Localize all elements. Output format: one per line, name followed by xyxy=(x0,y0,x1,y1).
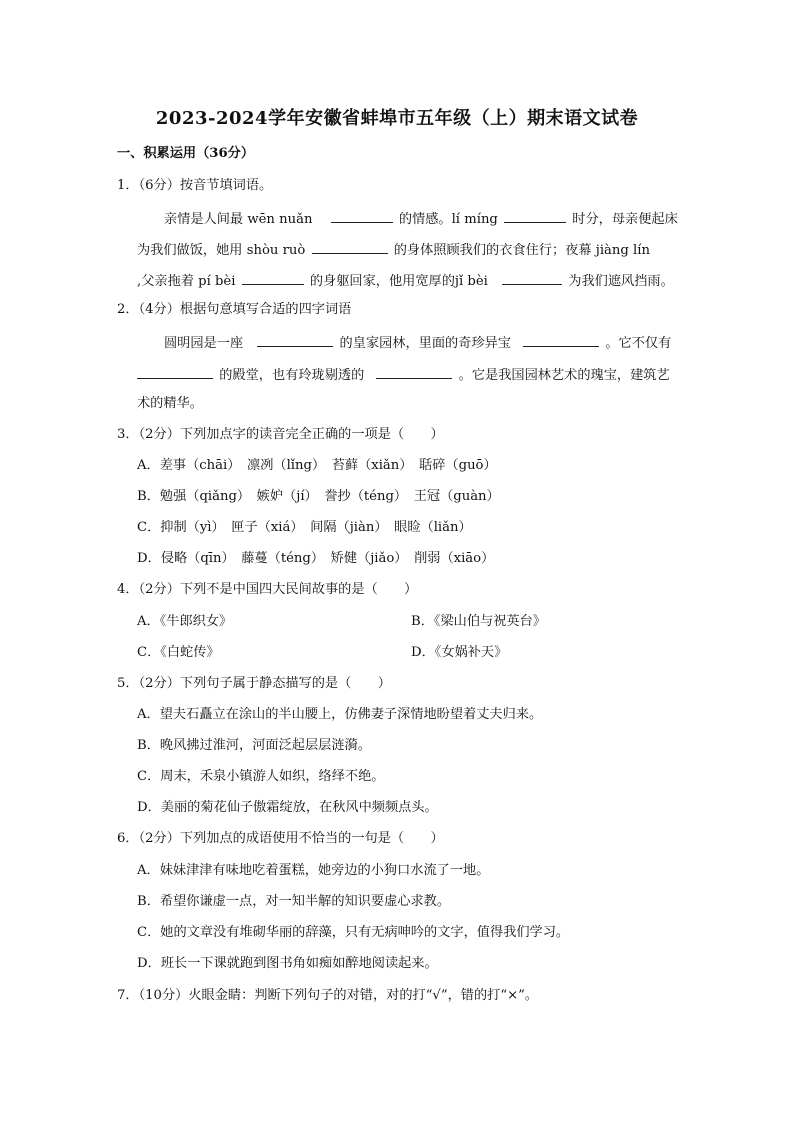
q2-text: 圆明园是一座 xyxy=(164,336,244,351)
question-4-option-b[interactable]: B．《梁山伯与祝英台》 xyxy=(411,614,546,629)
question-2-heading: 2．（4分）根据句意填写合适的四字词语 xyxy=(117,302,352,317)
question-1-heading: 1．（6分）按音节填词语。 xyxy=(117,178,273,193)
q1-text: 时分，母亲便起床 xyxy=(572,212,678,227)
question-4-option-d[interactable]: D．《女娲补天》 xyxy=(411,645,508,660)
question-3-option-a[interactable]: A．差事（chāi） 凛冽（lǐng） 苔藓（xiǎn） 聒碎（guō） xyxy=(137,458,497,473)
question-5-option-b[interactable]: B．晚风拂过淮河，河面泛起层层涟漪。 xyxy=(137,738,371,753)
question-5-option-d[interactable]: D．美丽的菊花仙子傲霜绽放，在秋风中频频点头。 xyxy=(137,800,438,815)
question-1-line-1 xyxy=(164,207,678,230)
question-6-heading: 6．（2分）下列加点的成语使用不恰当的一句是（ ） xyxy=(117,831,444,846)
q1-blank-3[interactable] xyxy=(312,238,388,254)
question-6-option-d[interactable]: D．班长一下课就跑到图书角如痴如醉地阅读起来。 xyxy=(137,956,438,971)
q1-blank-5[interactable] xyxy=(502,269,562,285)
q1-text: 亲情是人间最 wēn nuǎn xyxy=(164,212,313,227)
question-2-line-1 xyxy=(164,331,671,354)
question-2-line-2 xyxy=(137,363,670,386)
question-3-option-c[interactable]: C．抑制（yì） 匣子（xiá） 间隔（jiàn） 眼睑（liǎn） xyxy=(137,520,472,535)
question-6-option-b[interactable]: B．希望你谦虚一点，对一知半解的知识要虚心求教。 xyxy=(137,894,451,909)
q1-text: 为我们做饭，她用 shòu ruò xyxy=(137,243,306,258)
q2-text: 的殿堂，也有玲珑剔透的 xyxy=(219,368,365,383)
question-4-option-c[interactable]: C．《白蛇传》 xyxy=(137,645,220,660)
question-6-option-a[interactable]: A．妹妹津津有味地吃着蛋糕，她旁边的小狗口水流了一地。 xyxy=(137,863,490,878)
question-1-line-2 xyxy=(137,238,650,261)
q1-blank-4[interactable] xyxy=(242,269,304,285)
exam-title: 2023-2024学年安徽省蚌埠市五年级（上）期末语文试卷 xyxy=(155,108,639,129)
q2-text: 。它不仅有 xyxy=(605,336,672,351)
q2-blank-2[interactable] xyxy=(523,331,599,347)
section-heading: 一、积累运用（36分） xyxy=(117,146,255,161)
q2-text: 。它是我国园林艺术的瑰宝，建筑艺 xyxy=(458,368,670,383)
question-2-line-3: 术的精华。 xyxy=(137,396,203,411)
q1-text: ,父亲拖着 pí bèi xyxy=(137,274,236,289)
q2-blank-1[interactable] xyxy=(257,331,333,347)
question-6-option-c[interactable]: C．她的文章没有堆砌华丽的辞藻，只有无病呻吟的文字，值得我们学习。 xyxy=(137,925,570,940)
question-7-heading: 7．（10分）火眼金睛：判断下列句子的对错，对的打“√”，错的打“×”。 xyxy=(117,988,539,1003)
question-4-option-a[interactable]: A．《牛郎织女》 xyxy=(137,614,233,629)
q2-blank-3[interactable] xyxy=(137,363,213,379)
question-5-option-a[interactable]: A．望夫石矗立在涂山的半山腰上，仿佛妻子深情地盼望着丈夫归来。 xyxy=(137,707,543,722)
q2-blank-4[interactable] xyxy=(376,363,452,379)
question-3-option-d[interactable]: D．侵略（qīn） 藤蔓（téng） 矫健（jiǎo） 削弱（xiāo） xyxy=(137,551,495,566)
question-1-line-3 xyxy=(137,269,674,292)
q1-text: 的情感。lí míng xyxy=(398,212,498,227)
q2-text: 的皇家园林，里面的奇珍异宝 xyxy=(339,336,511,351)
question-4-heading: 4．（2分）下列不是中国四大民间故事的是（ ） xyxy=(117,582,418,597)
question-3-heading: 3．（2分）下列加点字的读音完全正确的一项是（ ） xyxy=(117,427,444,442)
question-5-heading: 5．（2分）下列句子属于静态描写的是（ ） xyxy=(117,676,391,691)
question-3-option-b[interactable]: B．勉强（qiǎng） 嫉妒（jí） 誊抄（téng） 王冠（guàn） xyxy=(137,489,500,504)
q1-text: 为我们遮风挡雨。 xyxy=(568,274,674,289)
q1-text: 的身躯回家，他用宽厚的jǐ bèi xyxy=(309,274,488,289)
q1-text: 的身体照顾我们的衣食住行；夜幕 jiàng lín xyxy=(393,243,650,258)
question-5-option-c[interactable]: C．周末，禾泉小镇游人如织，络绎不绝。 xyxy=(137,769,385,784)
q1-blank-1[interactable] xyxy=(331,207,393,223)
q1-blank-2[interactable] xyxy=(504,207,566,223)
